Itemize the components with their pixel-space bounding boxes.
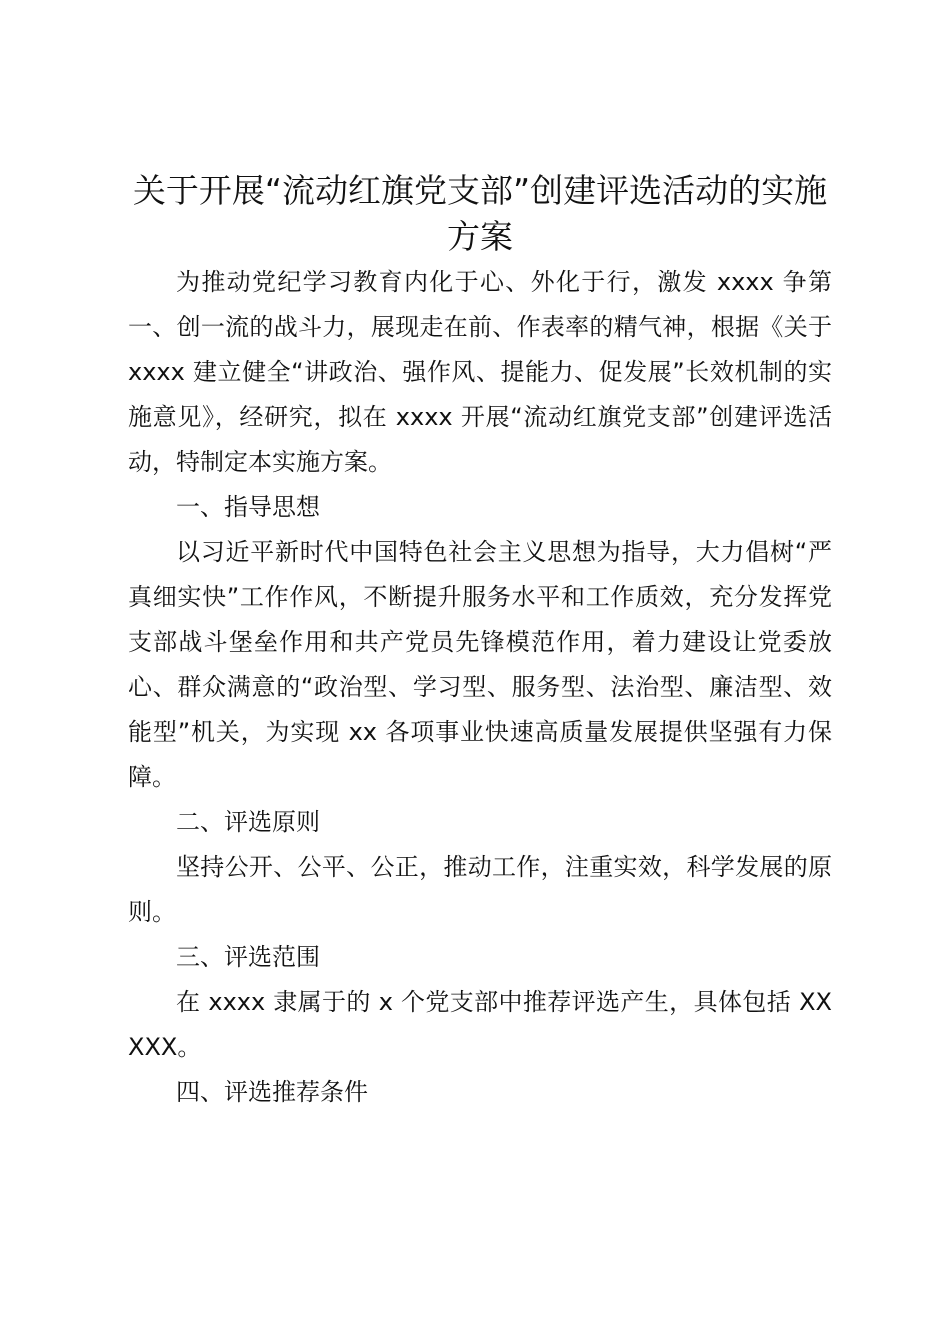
- section-body-principles: 坚持公开、公平、公正，推动工作，注重实效，科学发展的原则。: [128, 853, 832, 926]
- document-title: 关于开展“流动红旗党支部”创建评选活动的实施方案: [132, 171, 828, 256]
- section-body-scope: 在 xxxx 隶属于的 x 个党支部中推荐评选产生，具体包括 XXXXX。: [128, 988, 832, 1061]
- section-heading-conditions: 四、评选推荐条件: [176, 1078, 368, 1106]
- section-heading-guiding-ideology: 一、指导思想: [176, 493, 320, 521]
- document-page: [128, 168, 832, 1115]
- section-body-guiding-ideology: 以习近平新时代中国特色社会主义思想为指导，大力倡树“严真细实快”工作作风，不断提升服务水平和工作质效，充分发挥党支部战斗堡垒作用和共产党员先锋模范作用，着力建设让党委放心、群众满意的“政治型、学习型、服务型、法治型、廉洁型、效能型”机关，为实现 xx 各项事业快速高质量发展提供坚强有力保障。: [128, 538, 832, 791]
- section-heading-scope: 三、评选范围: [176, 943, 320, 971]
- intro-paragraph: 为推动党纪学习教育内化于心、外化于行，激发 xxxx 争第一、创一流的战斗力，展现走在前、作表率的精气神，根据《关于 xxxx 建立健全“讲政治、强作风、提能力、促发展”长效机制的实施意见》，经研究，拟在 xxxx 开展“流动红旗党支部”创建评选活动，特制定本实施方案。: [128, 268, 832, 476]
- section-heading-principles: 二、评选原则: [176, 808, 320, 836]
